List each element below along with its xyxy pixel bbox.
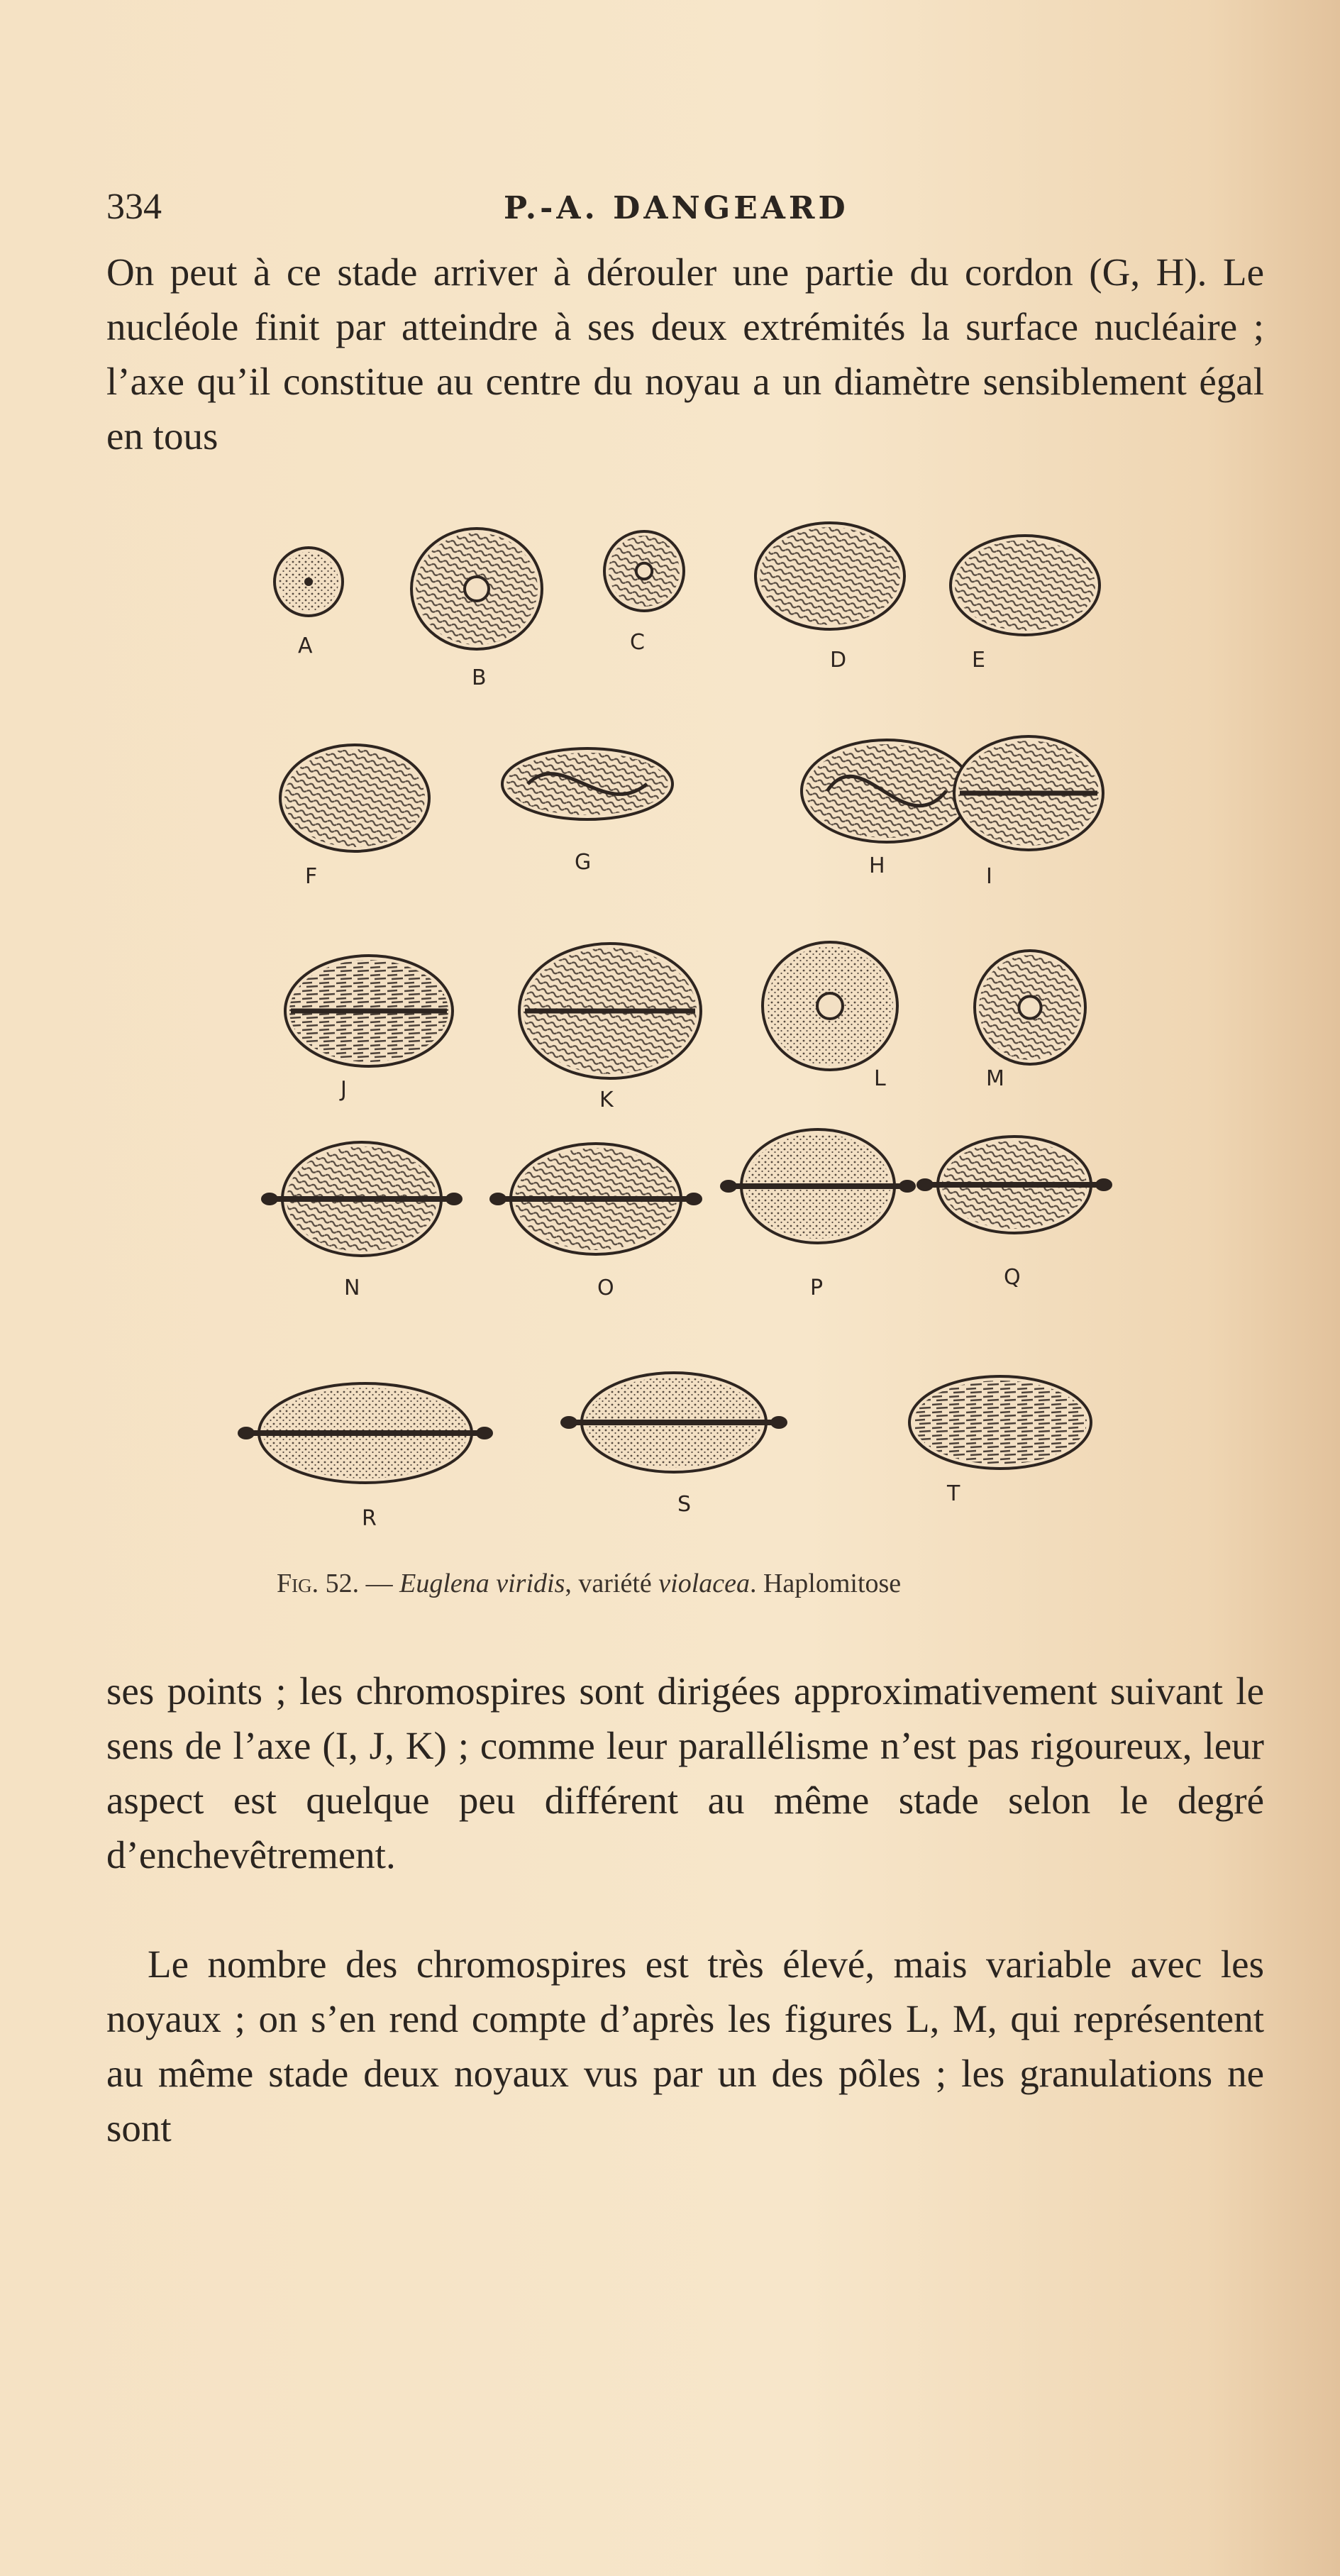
figure-caption (277, 1568, 901, 1599)
nucleus-p (720, 1129, 916, 1243)
nucleus-a (275, 548, 343, 616)
panel-label-o: O (597, 1276, 614, 1300)
caption-dash: — (359, 1569, 400, 1598)
panel-label-f: F (305, 864, 318, 889)
caption-fig-label: Fig. 52. (277, 1569, 360, 1598)
panel-label-s: S (677, 1492, 692, 1517)
panel-label-p: P (810, 1276, 824, 1300)
panel-label-a: A (298, 634, 313, 658)
panel-label-r: R (362, 1506, 377, 1531)
running-title: P.-A. DANGEARD (504, 190, 849, 226)
paragraph-2: ses points ; les chromospires sont dirigées approximativement suivant le sens de l’axe (I, J, K) ; comme leur parallélisme n’est pas rigoureux, leur aspect est quelque peu différent au même stade selon le degré d’enchevêtrement. (106, 1669, 1264, 1876)
paragraph-3: Le nombre des chromospires est très élevé, mais variable avec les noyaux ; on s’en rend compte d’après les figures L, M, qui représentent au même stade deux noyaux vus par un des pôles ; les granulations ne sont (106, 1942, 1264, 2150)
figure-52 (234, 497, 1156, 1582)
nucleus-n (261, 1142, 463, 1256)
nucleus-c (604, 531, 684, 611)
nucleus-s (560, 1373, 787, 1472)
nucleus-l (763, 942, 897, 1070)
nucleus-d (755, 523, 904, 629)
nucleus-k (519, 944, 701, 1078)
caption-variety: violacea (658, 1569, 750, 1598)
nucleus-o (489, 1144, 702, 1254)
paragraph-1: On peut à ce stade arriver à dérouler une partie du cordon (G, H). Le nucléole finit par atteindre à ses deux extrémités la surface nucléaire ; l’axe qu’il constitue au centre du noyau a un diamètre sensiblement égal en tous (106, 250, 1264, 458)
nuclei-drawings (234, 497, 1156, 1582)
nucleus-h (802, 740, 972, 842)
panel-label-j: J (340, 1077, 347, 1102)
caption-period: . (749, 1569, 763, 1598)
nucleus-i (954, 736, 1103, 850)
running-head (106, 186, 1270, 243)
panel-label-n: N (344, 1276, 360, 1300)
panel-label-g: G (575, 850, 592, 875)
panel-label-c: C (630, 630, 645, 655)
nucleus-t (909, 1376, 1091, 1469)
panel-label-e: E (972, 648, 985, 673)
caption-process: Haplomitose (763, 1569, 902, 1598)
panel-label-k: K (599, 1088, 614, 1112)
nucleus-m (975, 951, 1085, 1064)
caption-variety-word: variété (578, 1569, 659, 1598)
nucleus-b (411, 529, 542, 649)
nucleus-q (917, 1137, 1112, 1233)
panel-label-l: L (874, 1066, 886, 1091)
caption-species: Euglena viridis (399, 1569, 565, 1598)
panel-label-h: H (869, 853, 885, 878)
page-number: 334 (106, 187, 162, 227)
caption-comma: , (565, 1569, 579, 1598)
panel-label-q: Q (1004, 1265, 1021, 1290)
panel-label-m: M (986, 1066, 1004, 1091)
panel-label-t: T (947, 1481, 960, 1506)
nucleus-g (502, 748, 672, 819)
nucleus-j (285, 956, 453, 1066)
nucleus-e (951, 536, 1100, 635)
panel-label-d: D (830, 648, 847, 673)
panel-label-b: B (472, 665, 487, 690)
nucleus-r (238, 1383, 493, 1483)
nucleus-f (280, 745, 429, 851)
panel-label-i: I (986, 864, 992, 889)
